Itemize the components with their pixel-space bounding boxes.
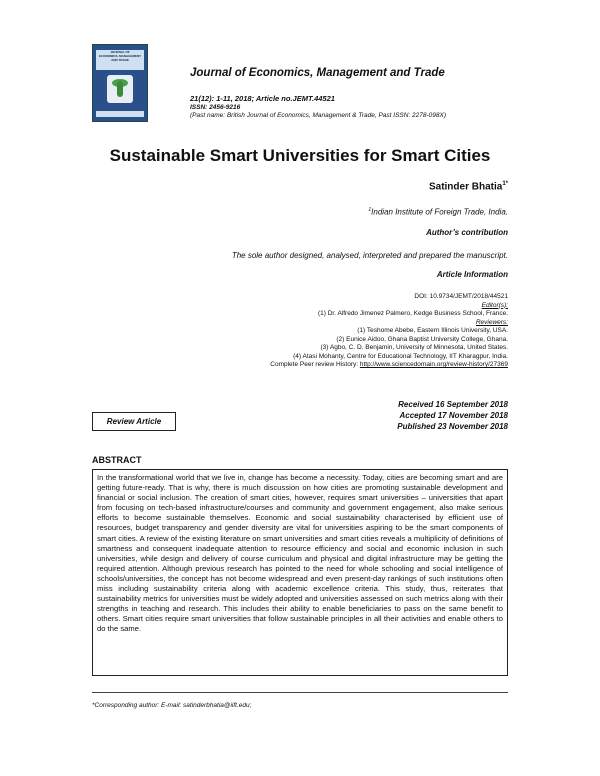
cover-title-band [96,50,144,70]
editor-label: Editor(s): [481,301,508,309]
journal-cover-image [92,44,148,122]
author-name: Satinder Bhatia [428,181,503,193]
reviewers-label: Reviewers: [475,318,508,326]
journal-issn: ISSN: 2456-9216 [190,104,241,111]
article-info-block [270,293,508,370]
corresponding-author-footnote: *Corresponding author: E-mail: satinderbhatia@iift.edu; [92,702,252,709]
author-line [429,181,508,192]
received-date: Received 16 September 2018 [398,400,508,409]
accepted-date: Accepted 17 November 2018 [399,411,508,420]
editor-entry: (1) Dr. Alfredo Jimenez Palmero, Kedge Business School, France. [317,310,508,317]
cover-plant-illustration [107,75,133,103]
article-info-heading: Article Information [436,270,508,279]
review-history-label: Complete Peer review History: [270,361,359,368]
doi: DOI: 10.9734/JEMT/2018/44521 [414,293,508,300]
reviewer-entry: (4) Atasi Mohanty, Centre for Educational Technology, IIT Kharagpur, India. [293,352,508,360]
reviewer-entry: (1) Teshome Abebe, Eastern Illinois University, USA. [357,327,508,334]
cover-title-line1: JOURNAL OF [110,50,130,54]
journal-name: Journal of Economics, Management and Trade [190,67,445,79]
affiliation-mark: 1 [368,207,372,213]
footnote-divider [92,692,508,693]
article-type-badge: Review Article [92,412,176,431]
author-mark: 1* [502,181,508,187]
affiliation-text: Indian Institute of Foreign Trade, India. [371,207,508,217]
contribution-heading: Author’s contribution [426,228,508,237]
reviewer-entry: (3) Agbo, C. D. Benjamin, University of Minnesota, United States. [320,344,508,351]
published-date: Published 23 November 2018 [397,422,508,431]
cover-title-line2: ECONOMICS, MANAGEMENT AND TRADE [99,54,141,62]
affiliation-line [368,207,508,217]
cover-footer-band [96,111,144,117]
review-history-line [270,361,508,370]
abstract-heading: ABSTRACT [92,455,142,465]
contribution-text: The sole author designed, analysed, interpreted and prepared the manuscript. [231,251,508,260]
review-history-link[interactable]: http://www.sciencedomain.org/review-history/27369 [359,361,508,368]
reviewer-entry: (2) Eunice Aidoo, Ghana Baptist University College, Ghana. [336,335,508,343]
journal-issue: 21(12): 1-11, 2018; Article no.JEMT.44521 [190,94,335,103]
abstract-text: In the transformational world that we live in, change has become a necessity. Today, cities are becoming smart and are getting future-ready. That is why, there is much discussion on how cities are promoting sustainable development and financial or social inclusion. The creation of smart cities, however, requires smart universities – universities that apart from focusing on tech-based infrastructure/courses and community and government engagement, also make serious efforts to become sustainable themselves. Economic and social sustainability characterised by efficient use of resources, budget transparency and gender diversity are vital for universities aspiring to be the smart components of smart cities. A review of the existing literature on smart universities and smart cities reveals a multiplicity of definitions of smartness and consequent inadequate attention to resource efficiency and social and economic inclusion in such universities, while design and delivery of course curriculum and physical and digital infrastructure may be getting the required attention. Although previous research has pointed to the need for whole schooling and social intelligence of schools/universities, the concept has not become widespread and even present-day rankings of such institutions often miss including sustainability criteria along with academic excellence criteria. This study, thus, reiterates that sustainability metrics for universities must be widely adopted and universities assessed on such metrics along with their strengths in teaching and research. This includes their ability to enable beneficiaries to pass on the same benefit to others. Smart cities require smart universities that follow sustainable principles in all their activities and enable others to do the same. [92,469,508,676]
publication-dates [397,399,508,432]
paper-title: Sustainable Smart Universities for Smart Cities [109,146,491,165]
journal-past-name: (Past name: British Journal of Economics, Management & Trade, Past ISSN: 2278-098X) [190,112,447,119]
